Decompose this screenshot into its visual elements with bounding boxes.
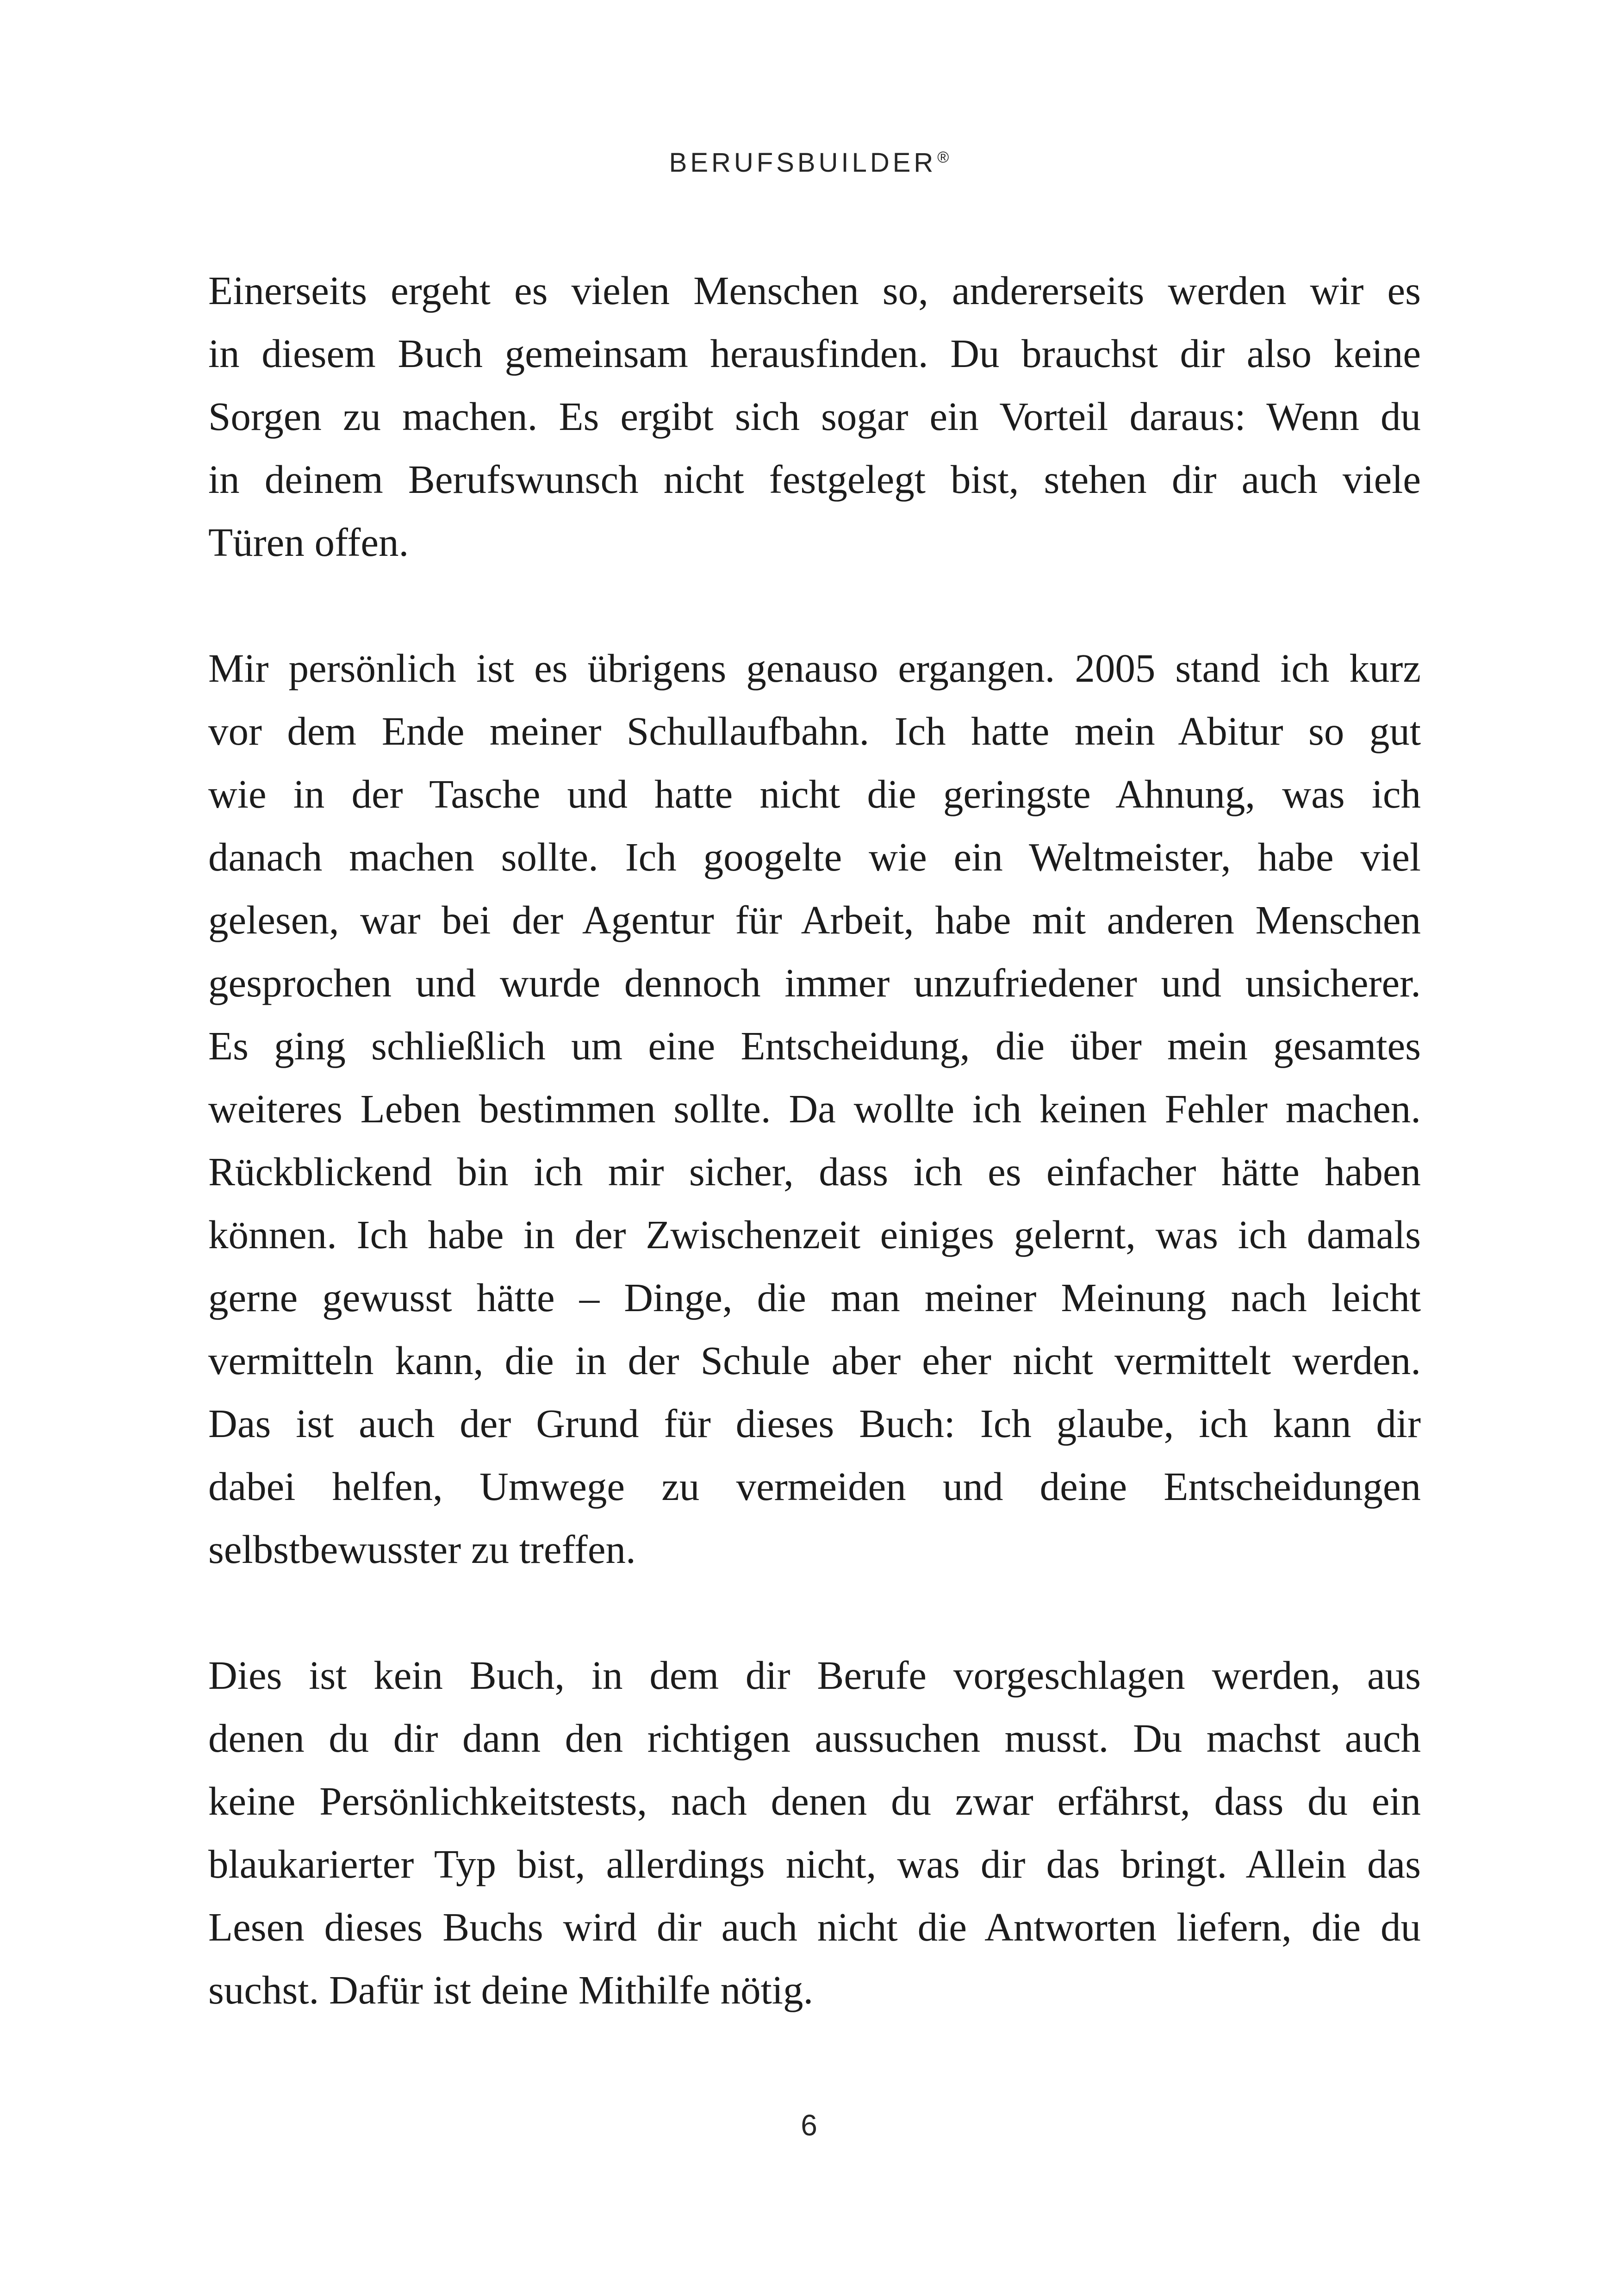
paragraph-3: [208, 1644, 1421, 2022]
text-line: wie in der Tasche und hatte nicht die geringste Ahnung, was ich: [208, 772, 1421, 816]
text-line: können. Ich habe in der Zwischenzeit einiges gelernt, was ich damals: [208, 1212, 1421, 1257]
text-line: Sorgen zu machen. Es ergibt sich sogar ein Vorteil daraus: Wenn du: [208, 394, 1421, 439]
text-line: Es ging schließlich um eine Entscheidung, die über mein gesamtes: [208, 1023, 1421, 1068]
text-line: gelesen, war bei der Agentur für Arbeit, habe mit anderen Menschen: [208, 897, 1421, 942]
text-line: Mir persönlich ist es übrigens genauso ergangen. 2005 stand ich kurz: [208, 646, 1421, 691]
text-line: Das ist auch der Grund für dieses Buch: Ich glaube, ich kann dir: [208, 1401, 1421, 1446]
body-text: [208, 259, 1421, 2084]
text-line: in deinem Berufswunsch nicht festgelegt bist, stehen dir auch viele: [208, 457, 1421, 502]
text-line: Türen offen.: [208, 520, 409, 565]
registered-mark: ®: [937, 148, 949, 166]
text-line: Dies ist kein Buch, in dem dir Berufe vorgeschlagen werden, aus: [208, 1653, 1421, 1698]
text-line: keine Persönlichkeitstests, nach denen du zwar erfährst, dass du ein: [208, 1779, 1421, 1823]
text-line: Einerseits ergeht es vielen Menschen so, andererseits werden wir es: [208, 268, 1421, 313]
text-line: in diesem Buch gemeinsam herausfinden. Du brauchst dir also keine: [208, 331, 1421, 376]
text-line: Lesen dieses Buchs wird dir auch nicht die Antworten liefern, die du: [208, 1904, 1421, 1949]
text-line: denen du dir dann den richtigen aussuchen musst. Du machst auch: [208, 1716, 1421, 1761]
text-line: Rückblickend bin ich mir sicher, dass ich es einfacher hätte haben: [208, 1149, 1421, 1194]
text-line: weiteres Leben bestimmen sollte. Da wollte ich keinen Fehler machen.: [208, 1086, 1421, 1131]
text-line: selbstbewusster zu treffen.: [208, 1527, 636, 1572]
text-line: suchst. Dafür ist deine Mithilfe nötig.: [208, 1967, 814, 2012]
running-header-title: BERUFSBUILDER: [669, 148, 937, 178]
page-number: 6: [801, 2109, 817, 2142]
text-line: vor dem Ende meiner Schullaufbahn. Ich hatte mein Abitur so gut: [208, 709, 1421, 753]
text-line: danach machen sollte. Ich googelte wie ein Weltmeister, habe viel: [208, 834, 1421, 879]
paragraph-1: [208, 259, 1421, 574]
text-line: gesprochen und wurde dennoch immer unzufriedener und unsicherer.: [208, 960, 1421, 1005]
text-line: vermitteln kann, die in der Schule aber eher nicht vermittelt werden.: [208, 1338, 1421, 1383]
text-line: gerne gewusst hätte – Dinge, die man meiner Meinung nach leicht: [208, 1275, 1421, 1320]
running-header: [0, 147, 1618, 178]
text-line: dabei helfen, Umwege zu vermeiden und deine Entscheidungen: [208, 1464, 1421, 1509]
text-line: blaukarierter Typ bist, allerdings nicht, was dir das bringt. Allein das: [208, 1842, 1421, 1886]
paragraph-2: [208, 637, 1421, 1581]
